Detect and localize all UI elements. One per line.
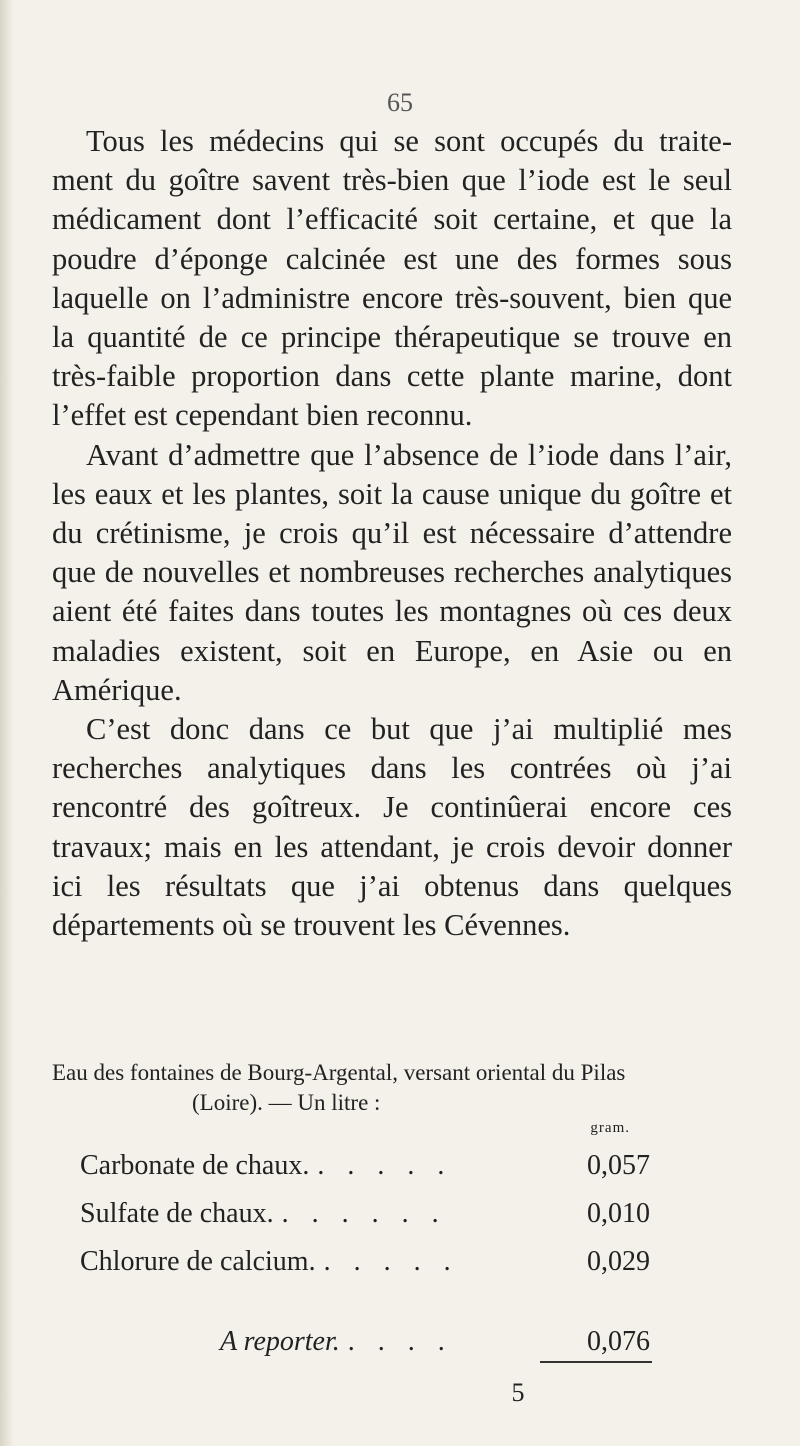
row-label: Chlorure de calcium.: [80, 1246, 316, 1277]
row-label: Sulfate de chaux.: [80, 1198, 274, 1229]
table-row: [80, 1150, 650, 1186]
row-label: Carbonate de chaux.: [80, 1150, 310, 1181]
analysis-intro-line-1: Eau des fontaines de Bourg-Argental, versant oriental du Pilas: [52, 1060, 626, 1085]
total-row: [80, 1326, 650, 1362]
paragraph-3: C’est donc dans ce but que j’ai multiplié mes recherches analytiques dans les contrées où j’ai rencontré des goîtreux. Je continûerai encore ces travaux; mais en les attendant, je crois devoir donner ici les résultats que j’ai obtenus dans quelques départements où se trouvent les Cévennes.: [52, 712, 732, 943]
paragraph-1: Tous les médecins qui se sont occupés du traite-ment du goître savent très-bien que l’iode est le seul médicament dont l’efficacité soit certaine, et que la poudre d’éponge calcinée est une des formes sous laquelle on l’administre encore très-souvent, bien que la quantité de ce principe thérapeutique se trouve en très-faible proportion dans cette plante marine, dont l’effet est cependant bien reconnu.: [52, 124, 732, 433]
row-leader-dots: . . . . .: [317, 1150, 453, 1181]
row-value: 0,057: [587, 1150, 650, 1181]
analysis-intro-line-2: (Loire). — Un litre :: [192, 1090, 381, 1115]
signature-mark: 5: [511, 1378, 525, 1407]
row-leader-dots: . . . . .: [323, 1246, 459, 1277]
analysis-intro: [52, 1058, 742, 1118]
unit-label: gram.: [590, 1120, 630, 1136]
row-value: 0,010: [587, 1198, 650, 1229]
total-label: A reporter.: [220, 1326, 340, 1357]
paragraph-2: Avant d’admettre que l’absence de l’iode dans l’air, les eaux et les plantes, soit la cause unique du goître et du crétinisme, je crois qu’il est nécessaire d’attendre que de nouvelles et nombreuses recherches analytiques aient été faites dans toutes les montagnes où ces deux maladies existent, soit en Europe, en Asie ou en Amérique.: [52, 437, 732, 707]
page-number: 65: [387, 88, 413, 117]
body-text: [52, 122, 732, 945]
total-leader-dots: . . . .: [347, 1326, 453, 1357]
row-leader-dots: . . . . . .: [281, 1198, 447, 1229]
total-value: 0,076: [587, 1326, 650, 1357]
row-value: 0,029: [587, 1246, 650, 1277]
table-row: [80, 1198, 650, 1234]
page-edge-shadow: [0, 0, 14, 1446]
table-row: [80, 1246, 650, 1282]
